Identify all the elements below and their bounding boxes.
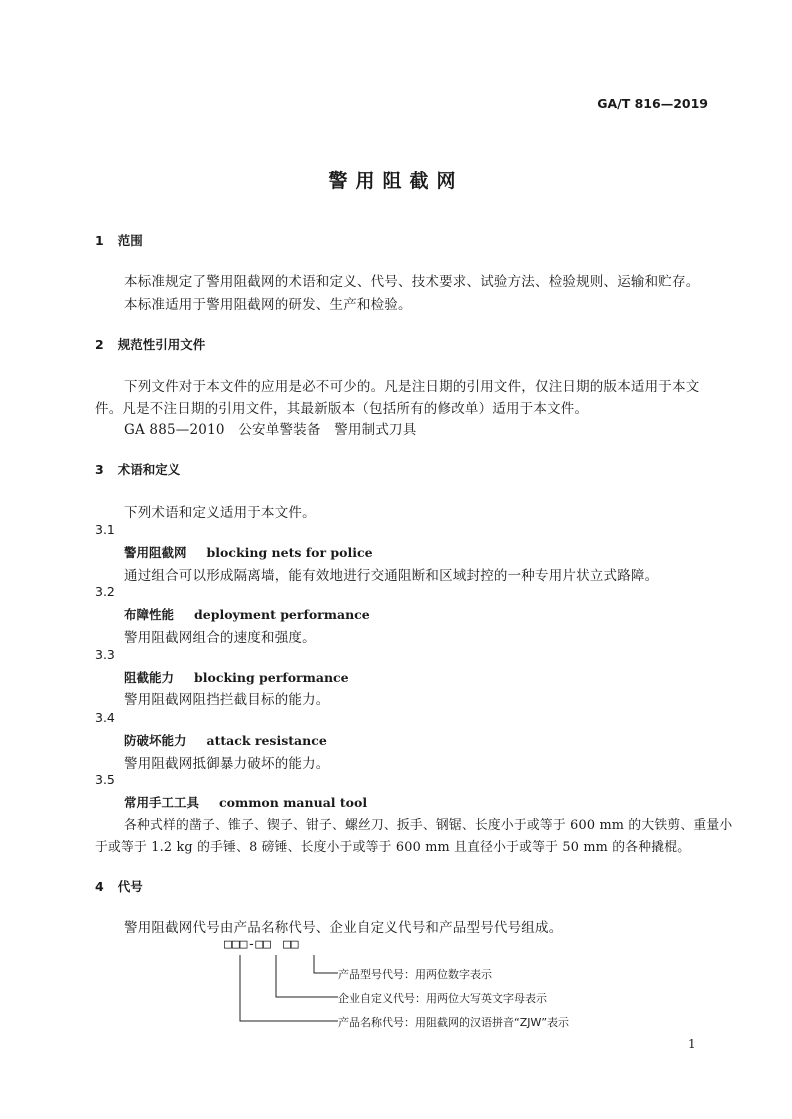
- section-2-line-1: 下列文件对于本文件的应用是必不可少的。凡是注日期的引用文件，仅注日期的版本适用于本文: [124, 379, 700, 395]
- term-en: blocking nets for police: [206, 545, 373, 560]
- doc-id-header: GA/T 816—2019: [597, 96, 708, 111]
- term-number: 3.4: [95, 710, 115, 725]
- term-number: 3.1: [95, 522, 115, 537]
- section-number: 3: [95, 462, 104, 477]
- code-label-model: 产品型号代号：用两位数字表示: [338, 968, 492, 981]
- section-title: 代号: [117, 879, 143, 894]
- term-definition: 警用阻截网组合的速度和强度。: [124, 630, 316, 646]
- section-1-para-1: 本标准规定了警用阻截网的术语和定义、代号、技术要求、试验方法、检验规则、运输和贮存。: [124, 274, 700, 290]
- term-definition-cont: 于或等于 1.2 kg 的手锤、8 磅锤、长度小于或等于 600 mm 且直径小于或等于 50 mm 的各种撬棍。: [95, 840, 691, 855]
- term-definition: 警用阻截网阻挡拦截目标的能力。: [124, 692, 330, 708]
- code-product-name-boxes: □□□: [224, 937, 248, 952]
- section-title: 规范性引用文件: [117, 337, 206, 352]
- code-label-product-name: 产品名称代号：用阻截网的汉语拼音“ZJW”表示: [338, 1016, 570, 1029]
- section-1-para-2: 本标准适用于警用阻截网的研发、生产和检验。: [124, 297, 412, 313]
- term-en: common manual tool: [219, 795, 368, 810]
- term-number: 3.2: [95, 584, 115, 599]
- term-zh: 常用手工工具: [124, 795, 200, 810]
- section-title: 范围: [117, 233, 143, 248]
- section-2-reference: GA 885—2010 公安单警装备 警用制式刀具: [124, 422, 417, 438]
- term-zh: 布障性能: [124, 607, 175, 622]
- term-en: attack resistance: [206, 733, 327, 748]
- code-label-enterprise: 企业自定义代号：用两位大写英文字母表示: [338, 992, 547, 1005]
- page-number: 1: [688, 1037, 696, 1051]
- code-enterprise-boxes: □□: [255, 937, 271, 952]
- section-number: 2: [95, 337, 104, 352]
- term-zh: 阻截能力: [124, 670, 175, 685]
- term-number: 3.3: [95, 647, 115, 662]
- code-separator: -: [247, 937, 256, 952]
- section-4-intro: 警用阻截网代号由产品名称代号、企业自定义代号和产品型号代号组成。: [124, 920, 563, 936]
- code-model-boxes: □□: [282, 937, 299, 952]
- term-number: 3.5: [95, 772, 115, 787]
- term-en: blocking performance: [194, 670, 349, 685]
- page-title: 警用阻截网: [328, 170, 464, 192]
- section-number: 1: [95, 233, 104, 248]
- term-zh: 警用阻截网: [124, 545, 187, 560]
- term-en: deployment performance: [194, 607, 370, 622]
- term-definition: 通过组合可以形成隔离墙，能有效地进行交通阻断和区域封控的一种专用片状立式路障。: [124, 568, 659, 584]
- section-number: 4: [95, 879, 104, 894]
- section-title: 术语和定义: [117, 462, 181, 477]
- section-2-line-2: 件。凡是不注日期的引用文件，其最新版本（包括所有的修改单）适用于本文件。: [95, 401, 589, 417]
- term-definition: 警用阻截网抵御暴力破坏的能力。: [124, 756, 330, 772]
- term-definition: 各种式样的凿子、锥子、锲子、钳子、螺丝刀、扳手、钢锯、长度小于或等于 600 mm 的大铁剪、重量小: [124, 818, 733, 833]
- term-zh: 防破坏能力: [124, 733, 187, 748]
- section-3-intro: 下列术语和定义适用于本文件。: [124, 505, 316, 521]
